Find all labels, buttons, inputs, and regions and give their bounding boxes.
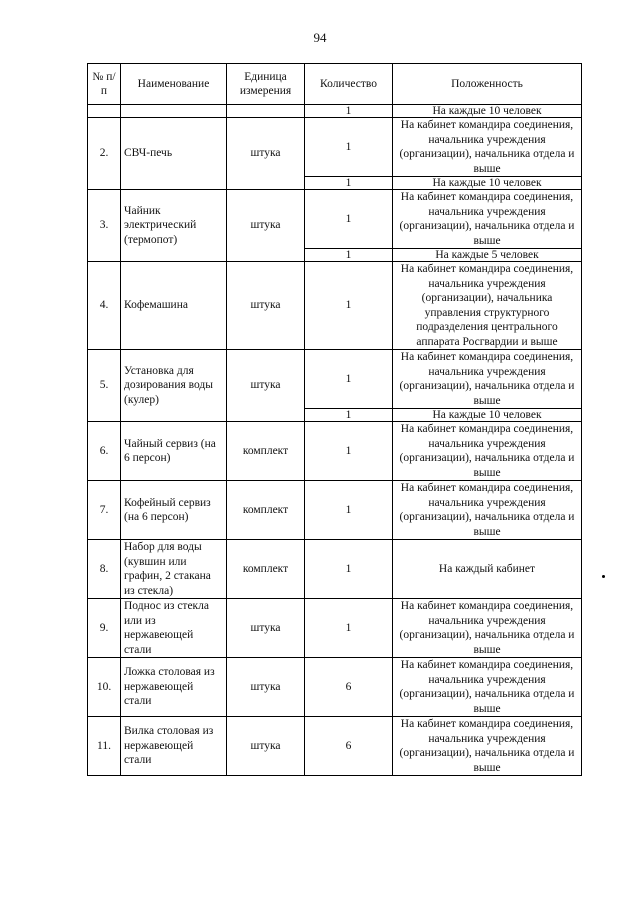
cell-name: Поднос из стекла или из нержавеющей стали bbox=[121, 599, 227, 658]
cell-name: Набор для воды (кувшин или графин, 2 стакана из стекла) bbox=[121, 540, 227, 599]
cell-name: Вилка столовая из нержавеющей стали bbox=[121, 717, 227, 776]
cell-num: 8. bbox=[88, 540, 121, 599]
cell-name: Ложка столовая из нержавеющей стали bbox=[121, 658, 227, 717]
header-norm: Положенность bbox=[393, 64, 582, 105]
cell-qty: 1 bbox=[305, 409, 393, 422]
cell-name: Чайник электрический (термопот) bbox=[121, 190, 227, 262]
header-num: № п/п bbox=[88, 64, 121, 105]
cell-qty: 1 bbox=[305, 422, 393, 481]
cell-norm: На кабинет командира соединения, начальника учреждения (организации), начальника отдела и выше bbox=[393, 422, 582, 481]
cell-num: 4. bbox=[88, 262, 121, 350]
cell-num: 3. bbox=[88, 190, 121, 262]
cell-qty: 1 bbox=[305, 481, 393, 540]
cell-norm: На кабинет командира соединения, начальника учреждения (организации), начальника отдела и выше bbox=[393, 717, 582, 776]
norms-table bbox=[87, 63, 582, 776]
table-row bbox=[88, 540, 582, 599]
cell-qty: 1 bbox=[305, 118, 393, 177]
cell-qty: 1 bbox=[305, 350, 393, 409]
table-row bbox=[88, 717, 582, 776]
cell-qty: 1 bbox=[305, 249, 393, 262]
header-name: Наименование bbox=[121, 64, 227, 105]
table-row-continuation bbox=[88, 105, 582, 118]
cell-qty: 1 bbox=[305, 540, 393, 599]
header-unit: Единица измерения bbox=[227, 64, 305, 105]
header-qty: Количество bbox=[305, 64, 393, 105]
cell-unit: штука bbox=[227, 190, 305, 262]
table-row bbox=[88, 481, 582, 540]
table-row bbox=[88, 422, 582, 481]
scan-speck bbox=[602, 575, 605, 578]
cell-norm: На каждые 10 человек bbox=[393, 409, 582, 422]
cell-norm: На каждые 10 человек bbox=[393, 177, 582, 190]
cell-norm: На каждые 10 человек bbox=[393, 105, 582, 118]
cell-unit: комплект bbox=[227, 422, 305, 481]
cell-unit: штука bbox=[227, 658, 305, 717]
cell-unit: штука bbox=[227, 717, 305, 776]
cell-name: Кофемашина bbox=[121, 262, 227, 350]
cell-name: Установка для дозирования воды (кулер) bbox=[121, 350, 227, 422]
cell-name: Чайный сервиз (на 6 персон) bbox=[121, 422, 227, 481]
cell-unit: штука bbox=[227, 262, 305, 350]
cell-norm: На каждый кабинет bbox=[393, 540, 582, 599]
cell-norm: На кабинет командира соединения, начальника учреждения (организации), начальника отдела и выше bbox=[393, 118, 582, 177]
cell-unit: комплект bbox=[227, 481, 305, 540]
cell-qty: 1 bbox=[305, 599, 393, 658]
cell-num: 11. bbox=[88, 717, 121, 776]
cell-qty: 1 bbox=[305, 190, 393, 249]
table-row bbox=[88, 658, 582, 717]
cell-name: СВЧ-печь bbox=[121, 118, 227, 190]
cell-num: 10. bbox=[88, 658, 121, 717]
cell-qty: 1 bbox=[305, 105, 393, 118]
cell-qty: 1 bbox=[305, 262, 393, 350]
cell-norm: На каждые 5 человек bbox=[393, 249, 582, 262]
page-number: 94 bbox=[313, 30, 327, 45]
table-header-row bbox=[88, 64, 582, 105]
table-row bbox=[88, 350, 582, 409]
cell-unit: штука bbox=[227, 350, 305, 422]
cell-num: 9. bbox=[88, 599, 121, 658]
cell-norm: На кабинет командира соединения, начальника учреждения (организации), начальника отдела и выше bbox=[393, 599, 582, 658]
cell-name: Кофейный сервиз (на 6 персон) bbox=[121, 481, 227, 540]
cell-norm: На кабинет командира соединения, начальника учреждения (организации), начальника отдела и выше bbox=[393, 481, 582, 540]
cell-norm: На кабинет командира соединения, начальника учреждения (организации), начальника отдела и выше bbox=[393, 658, 582, 717]
cell-unit: штука bbox=[227, 599, 305, 658]
cell-qty: 1 bbox=[305, 177, 393, 190]
cell-num: 6. bbox=[88, 422, 121, 481]
table-row bbox=[88, 599, 582, 658]
cell-num: 7. bbox=[88, 481, 121, 540]
cell-norm: На кабинет командира соединения, начальника учреждения (организации), начальника управления структурного подразделения центрального аппарата Росгвардии и выше bbox=[393, 262, 582, 350]
cell-unit: штука bbox=[227, 118, 305, 190]
table-row bbox=[88, 190, 582, 249]
cell-norm: На кабинет командира соединения, начальника учреждения (организации), начальника отдела и выше bbox=[393, 190, 582, 249]
cell-num: 2. bbox=[88, 118, 121, 190]
cell-unit: комплект bbox=[227, 540, 305, 599]
cell-qty: 6 bbox=[305, 717, 393, 776]
cell-norm: На кабинет командира соединения, начальника учреждения (организации), начальника отдела и выше bbox=[393, 350, 582, 409]
cell-qty: 6 bbox=[305, 658, 393, 717]
table-row bbox=[88, 262, 582, 350]
table-row bbox=[88, 118, 582, 177]
cell-num: 5. bbox=[88, 350, 121, 422]
